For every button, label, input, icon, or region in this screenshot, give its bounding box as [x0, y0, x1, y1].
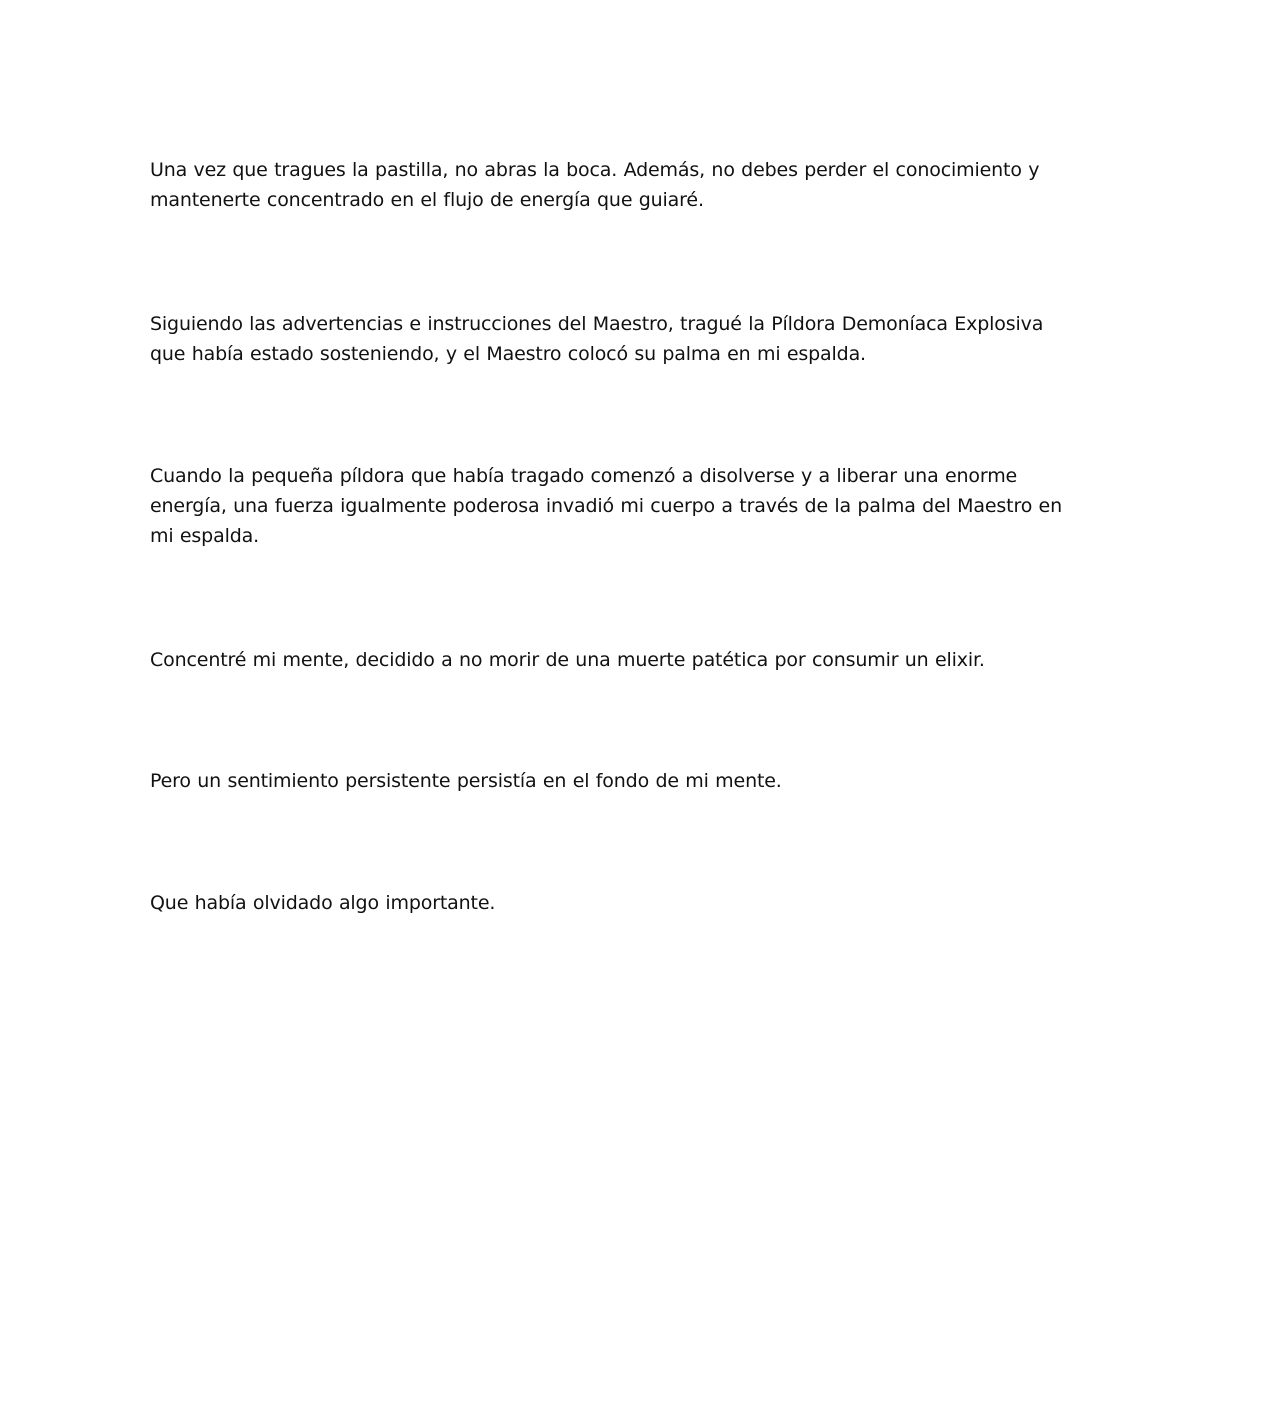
paragraph-1 [150, 155, 1135, 215]
paragraph-line: Una vez que tragues la pastilla, no abras la boca. Además, no debes perder el conocimiento y [150, 159, 1040, 181]
paragraph-line: que había estado sosteniendo, y el Maestro colocó su palma en mi espalda. [150, 343, 866, 365]
paragraph-5 [150, 766, 1135, 796]
paragraph-3 [150, 461, 1135, 551]
paragraph-line: Pero un sentimiento persistente persistía en el fondo de mi mente. [150, 770, 782, 792]
paragraph-line: mi espalda. [150, 525, 259, 547]
paragraph-4 [150, 645, 1135, 675]
paragraph-6 [150, 888, 1135, 918]
paragraph-line: Concentré mi mente, decidido a no morir de una muerte patética por consumir un elixir. [150, 649, 985, 671]
paragraph-line: Siguiendo las advertencias e instrucciones del Maestro, tragué la Píldora Demoníaca Explosiva [150, 313, 1044, 335]
paragraph-line: energía, una fuerza igualmente poderosa invadió mi cuerpo a través de la palma del Maestro en [150, 495, 1062, 517]
paragraph-2 [150, 309, 1135, 369]
paragraph-line: mantenerte concentrado en el flujo de energía que guiaré. [150, 189, 704, 211]
paragraph-line: Cuando la pequeña píldora que había tragado comenzó a disolverse y a liberar una enorme [150, 465, 1018, 487]
paragraph-line: Que había olvidado algo importante. [150, 892, 496, 914]
